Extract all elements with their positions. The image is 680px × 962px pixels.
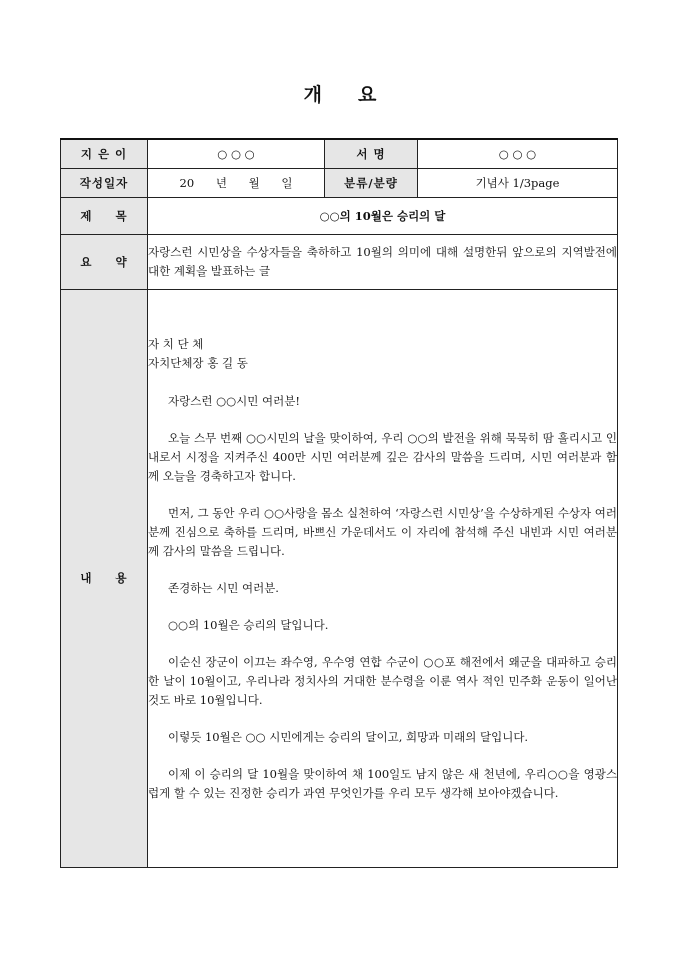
summary-value: 자랑스런 시민상을 수상자들을 축하하고 10월의 의미에 대해 설명한뒤 앞으로의 지역발전에대한 계획을 발표하는 글 bbox=[148, 234, 618, 289]
subject-value: ○○의 10월은 승리의 달 bbox=[148, 197, 618, 234]
content-body bbox=[148, 289, 618, 867]
paragraph-6: 이렇듯 10월은 ○○ 시민에게는 승리의 달이고, 희망과 미래의 달입니다. bbox=[168, 730, 529, 744]
paragraph-3: 존경하는 시민 여러분. bbox=[168, 581, 279, 595]
paragraph-4: ○○의 10월은 승리의 달입니다. bbox=[168, 618, 329, 632]
addressee-line-2: 자치단체장 홍 길 동 bbox=[148, 356, 248, 370]
summary-label: 요 약 bbox=[61, 234, 148, 289]
page-title-first: 개 bbox=[303, 84, 322, 106]
paragraph-2: 먼저, 그 동안 우리 ○○사랑을 몸소 실천하여 ‘자랑스런 시민상’을 수상하게된 수상자 여러분께 진심으로 축하를 드리며, 바쁘신 가운데서도 이 자리에 참석해 주신 내빈과 시민 여러분께 감사의 말씀을 드립니다. bbox=[148, 506, 617, 558]
paragraph-5: 이순신 장군이 이끄는 좌수영, 우수영 연합 수군이 ○○포 해전에서 왜군을 대파하고 승리한 날이 10월이고, 우리나라 정치사의 거대한 분수령을 이룬 역사 적인 민주화 운동이 일어난 것도 바로 10월입니다. bbox=[148, 655, 617, 707]
paragraph-7: 이제 이 승리의 달 10월을 맞이하여 채 100일도 남지 않은 새 천년에, 우리○○을 영광스럽게 할 수 있는 진정한 승리가 과연 무엇인가를 우리 모두 생각해 보아야겠습니다. bbox=[148, 767, 617, 800]
category-label: 분류/분량 bbox=[325, 168, 418, 197]
content-label: 내 용 bbox=[61, 289, 148, 867]
author-label: 지 은 이 bbox=[61, 139, 148, 168]
greeting: 자랑스런 ○○시민 여러분! bbox=[168, 394, 300, 408]
category-value: 기념사 1/3page bbox=[418, 168, 618, 197]
subject-label: 제 목 bbox=[61, 197, 148, 234]
date-value: 20 년 월 일 bbox=[148, 168, 325, 197]
signature-value: ○ ○ ○ bbox=[418, 139, 618, 168]
paragraph-1: 오늘 스무 번째 ○○시민의 날을 맞이하여, 우리 ○○의 발전을 위해 묵묵히 땀 흘리시고 인내로서 시정을 지켜주신 400만 시민 여러분께 깊은 감사의 말씀을 드리며, 시민 여러분과 함께 오늘을 경축하고자 합니다. bbox=[148, 431, 617, 483]
date-label: 작성일자 bbox=[61, 168, 148, 197]
overview-table bbox=[60, 138, 618, 868]
author-value: ○ ○ ○ bbox=[148, 139, 325, 168]
addressee-line-1: 자 치 단 체 bbox=[148, 337, 204, 351]
page-title-second: 요 bbox=[358, 84, 377, 106]
signature-label: 서 명 bbox=[325, 139, 418, 168]
page-title bbox=[0, 80, 680, 107]
